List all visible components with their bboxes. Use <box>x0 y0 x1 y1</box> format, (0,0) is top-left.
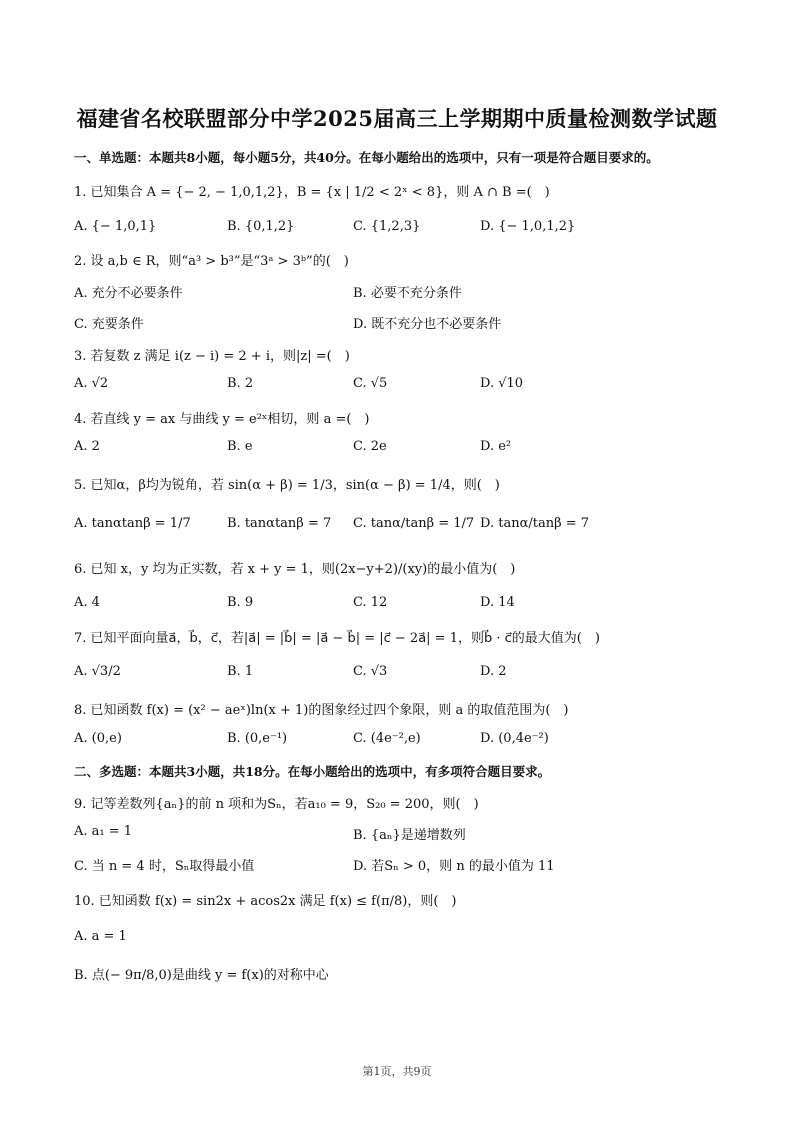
option-1a: A. {− 1,0,1} <box>74 219 157 234</box>
option-7c: C. √3 <box>353 664 388 679</box>
option-8d: D. (0,4e⁻²) <box>480 731 549 746</box>
option-9c: C. 当 n = 4 时，Sₙ取得最小值 <box>74 859 255 874</box>
option-7d: D. 2 <box>480 664 507 679</box>
option-5a: A. tanαtanβ = 1/7 <box>74 516 191 531</box>
option-6a: A. 4 <box>74 595 100 610</box>
question-stem-6: 6. 已知 x，y 均为正实数，若 x + y = 1，则(2x−y+2)/(xy)的最小值为( ) <box>74 562 516 577</box>
question-stem-7: 7. 已知平面向量a⃗，b⃗，c⃗，若|a⃗| = |b⃗| = |a⃗ − b⃗| = |c⃗ − 2a⃗| = 1，则b⃗ · c⃗的最大值为( ) <box>74 631 600 646</box>
option-5b: B. tanαtanβ = 7 <box>227 516 332 531</box>
option-4a: A. 2 <box>74 439 100 454</box>
option-8a: A. (0,e) <box>74 731 122 746</box>
option-8b: B. (0,e⁻¹) <box>227 731 288 746</box>
option-5d: D. tanα/tanβ = 7 <box>480 516 590 531</box>
option-2c: C. 充要条件 <box>74 317 144 332</box>
option-4d: D. e² <box>480 439 512 454</box>
question-stem-4: 4. 若直线 y = ax 与曲线 y = e²ˣ相切，则 a =( ) <box>74 412 370 427</box>
section-heading-single-choice: 一、单选题：本题共8小题，每小题5分，共40分。在每小题给出的选项中，只有一项是符合题目要求的。 <box>74 150 659 165</box>
option-1c: C. {1,2,3} <box>353 219 421 234</box>
option-5c: C. tanα/tanβ = 1/7 <box>353 516 475 531</box>
question-stem-2: 2. 设 a,b ∈ R，则“a³ > b³”是“3ᵃ > 3ᵇ”的( ) <box>74 254 349 269</box>
option-7a: A. √3/2 <box>74 664 121 679</box>
option-9a: A. a₁ = 1 <box>74 824 133 839</box>
question-stem-1: 1. 已知集合 A = {− 2, − 1,0,1,2}，B = {x | 1/2 < 2ˣ < 8}，则 A ∩ B =( ) <box>74 185 550 200</box>
option-2b: B. 必要不充分条件 <box>353 286 462 301</box>
option-6c: C. 12 <box>353 595 388 610</box>
option-8c: C. (4e⁻²,e) <box>353 731 421 746</box>
option-3d: D. √10 <box>480 376 524 391</box>
option-6b: B. 9 <box>227 595 254 610</box>
option-1b: B. {0,1,2} <box>227 219 295 234</box>
question-stem-8: 8. 已知函数 f(x) = (x² − aeˣ)ln(x + 1)的图象经过四个象限，则 a 的取值范围为( ) <box>74 703 569 718</box>
option-3c: C. √5 <box>353 376 388 391</box>
option-10b: B. 点(− 9π/8,0)是曲线 y = f(x)的对称中心 <box>74 968 329 983</box>
option-9b: B. {aₙ}是递增数列 <box>353 828 466 843</box>
option-4c: C. 2e <box>353 439 387 454</box>
option-10a: A. a = 1 <box>74 929 127 944</box>
question-stem-9: 9. 记等差数列{aₙ}的前 n 项和为Sₙ，若a₁₀ = 9，S₂₀ = 200，则( ) <box>74 797 479 812</box>
option-2a: A. 充分不必要条件 <box>74 286 183 301</box>
option-3b: B. 2 <box>227 376 254 391</box>
option-2d: D. 既不充分也不必要条件 <box>353 317 502 332</box>
option-4b: B. e <box>227 439 253 454</box>
question-stem-10: 10. 已知函数 f(x) = sin2x + acos2x 满足 f(x) ≤ f(π/8)，则( ) <box>74 894 457 909</box>
question-stem-5: 5. 已知α，β均为锐角，若 sin(α + β) = 1/3，sin(α − β) = 1/4，则( ) <box>74 478 500 493</box>
option-7b: B. 1 <box>227 664 254 679</box>
option-6d: D. 14 <box>480 595 515 610</box>
section-heading-multi-choice: 二、多选题：本题共3小题，共18分。在每小题给出的选项中，有多项符合题目要求。 <box>74 764 551 779</box>
page-title: 福建省名校联盟部分中学2025届高三上学期期中质量检测数学试题 <box>76 106 718 131</box>
question-stem-3: 3. 若复数 z 满足 i(z − i) = 2 + i，则|z| =( ) <box>74 349 350 364</box>
page-footer: 第1页，共9页 <box>362 1065 432 1078</box>
option-3a: A. √2 <box>74 376 109 391</box>
option-1d: D. {− 1,0,1,2} <box>480 219 576 234</box>
option-9d: D. 若Sₙ > 0，则 n 的最小值为 11 <box>353 859 555 874</box>
